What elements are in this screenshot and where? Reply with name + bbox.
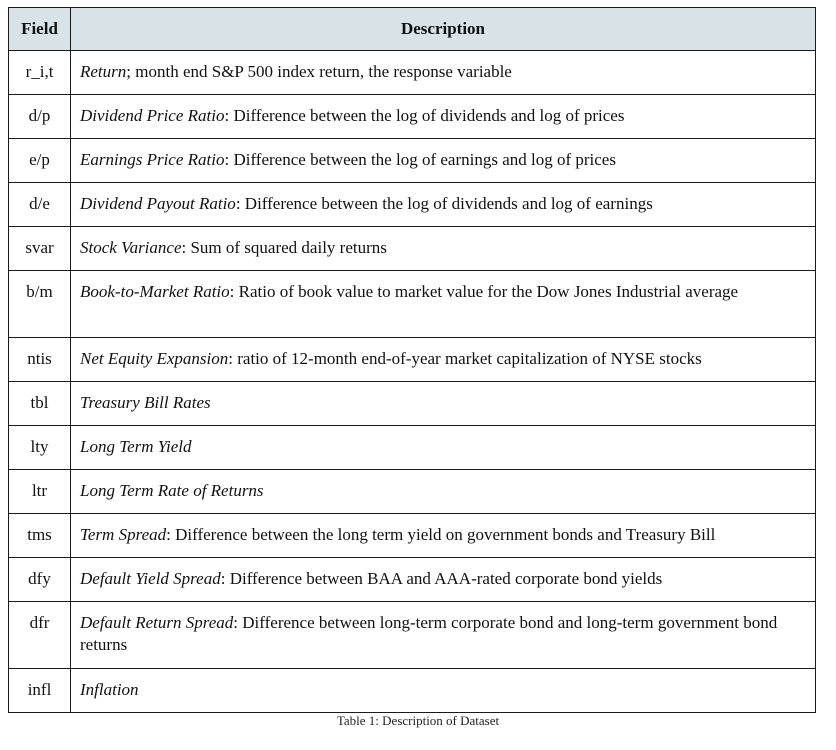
field-cell: lty — [9, 426, 71, 470]
term-name: Term Spread — [80, 525, 167, 544]
field-cell: d/e — [9, 183, 71, 227]
table-row — [9, 602, 816, 669]
term-name: Earnings Price Ratio — [80, 150, 225, 169]
description-header: Description — [71, 8, 816, 51]
term-name: Long Term Rate of Returns — [80, 481, 264, 500]
term-name: Default Yield Spread — [80, 569, 221, 588]
field-cell: tms — [9, 514, 71, 558]
table-row — [9, 338, 816, 382]
term-definition: : ratio of 12-month end-of-year market capitalization of NYSE stocks — [228, 349, 702, 368]
table-row — [9, 514, 816, 558]
term-name: Return — [80, 62, 127, 81]
description-cell — [71, 338, 816, 382]
term-definition: : Ratio of book value to market value for the Dow Jones Industrial average — [229, 282, 739, 301]
term-definition: : Difference between BAA and AAA-rated corporate bond yields — [220, 569, 663, 588]
field-cell: dfr — [9, 602, 71, 669]
table-row — [9, 51, 816, 95]
term-definition: ; month end S&P 500 index return, the response variable — [126, 62, 512, 81]
term-name: Long Term Yield — [80, 437, 192, 456]
field-cell: infl — [9, 669, 71, 713]
table-row — [9, 426, 816, 470]
description-cell — [71, 669, 816, 713]
term-name: Stock Variance — [80, 238, 182, 257]
description-cell — [71, 382, 816, 426]
table-row — [9, 470, 816, 514]
description-cell — [71, 183, 816, 227]
term-definition: : Difference between the log of earnings and log of prices — [224, 150, 616, 169]
term-name: Net Equity Expansion — [80, 349, 229, 368]
description-cell — [71, 470, 816, 514]
term-definition: : Difference between the log of dividends and log of earnings — [235, 194, 653, 213]
description-cell — [71, 139, 816, 183]
term-definition: : Sum of squared daily returns — [181, 238, 387, 257]
table-row — [9, 227, 816, 271]
field-cell: b/m — [9, 271, 71, 338]
field-cell: r_i,t — [9, 51, 71, 95]
field-cell: e/p — [9, 139, 71, 183]
term-definition: : Difference between the long term yield on government bonds and Treasury Bill — [166, 525, 716, 544]
table-row — [9, 669, 816, 713]
term-name: Inflation — [80, 680, 139, 699]
table-row — [9, 558, 816, 602]
term-name: Default Return Spread — [80, 613, 234, 632]
field-cell: dfy — [9, 558, 71, 602]
term-name: Dividend Payout Ratio — [80, 194, 236, 213]
term-name: Book-to-Market Ratio — [80, 282, 230, 301]
description-cell — [71, 271, 816, 338]
term-name: Treasury Bill Rates — [80, 393, 211, 412]
description-cell — [71, 51, 816, 95]
description-cell — [71, 602, 816, 669]
table-row — [9, 271, 816, 338]
header-row — [9, 8, 816, 51]
term-definition: : Difference between long-term corporate bond and long-term government bond returns — [80, 613, 778, 654]
field-cell: d/p — [9, 95, 71, 139]
table-row — [9, 139, 816, 183]
field-cell: ntis — [9, 338, 71, 382]
description-cell — [71, 426, 816, 470]
table-caption: Table 1: Description of Dataset — [336, 713, 500, 728]
table-row — [9, 382, 816, 426]
field-cell: svar — [9, 227, 71, 271]
field-cell: ltr — [9, 470, 71, 514]
description-cell — [71, 514, 816, 558]
term-name: Dividend Price Ratio — [80, 106, 225, 125]
field-cell: tbl — [9, 382, 71, 426]
table-row — [9, 95, 816, 139]
field-header: Field — [9, 8, 71, 51]
description-cell — [71, 95, 816, 139]
table-row — [9, 183, 816, 227]
term-definition: : Difference between the log of dividends and log of prices — [224, 106, 625, 125]
description-cell — [71, 558, 816, 602]
dataset-description-table — [8, 7, 816, 713]
description-cell — [71, 227, 816, 271]
